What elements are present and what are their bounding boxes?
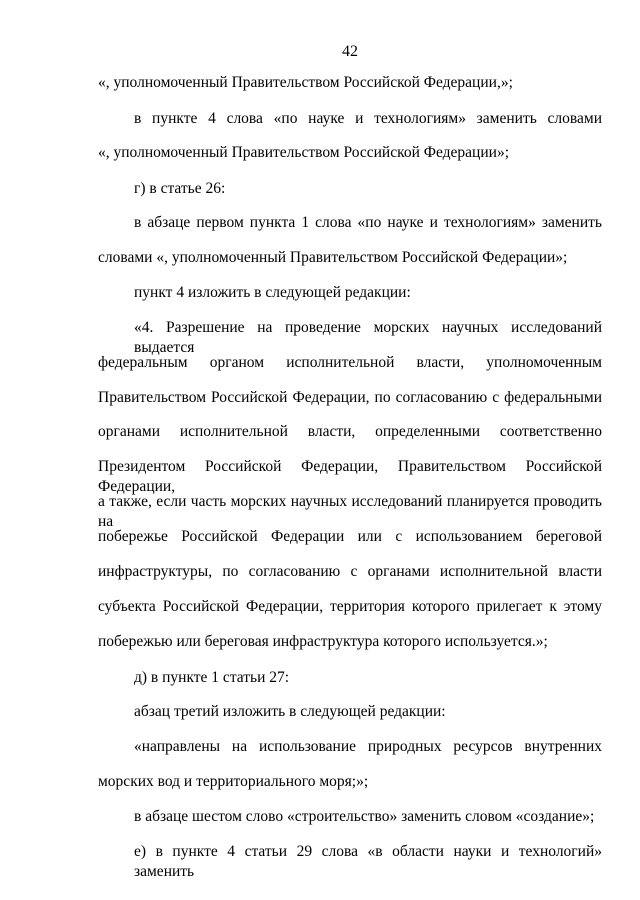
- text-line: органами исполнительной власти, определенными соответственно: [98, 423, 602, 440]
- text-line: «направлены на использование природных ресурсов внутренних: [134, 738, 602, 755]
- text-line: е) в пункте 4 статьи 29 слова «в области науки и технологий» заменить: [134, 843, 602, 880]
- text-line: «4. Разрешение на проведение морских научных исследований выдается: [134, 319, 602, 356]
- text-line: федеральным органом исполнительной власти, уполномоченным: [98, 354, 602, 371]
- text-line: побережье Российской Федерации или с использованием береговой: [98, 528, 602, 545]
- text-line: «, уполномоченный Правительством Российской Федерации,»;: [98, 74, 513, 91]
- text-line: Правительством Российской Федерации, по согласованию с федеральными: [98, 389, 602, 406]
- text-line: инфраструктуры, по согласованию с органами исполнительной власти: [98, 563, 602, 580]
- text-line: в пункте 4 слова «по науке и технологиям» заменить словами: [134, 110, 602, 127]
- text-line: д) в пункте 1 статьи 27:: [134, 669, 290, 686]
- text-line: Президентом Российской Федерации, Правительством Российской Федерации,: [98, 458, 602, 495]
- text-line: словами «, уполномоченный Правительством Российской Федерации»;: [98, 249, 568, 266]
- text-line: г) в статье 26:: [134, 180, 226, 197]
- text-line: в абзаце первом пункта 1 слова «по науке и технологиям» заменить: [134, 214, 602, 231]
- text-line: субъекта Российской Федерации, территория которого прилегает к этому: [98, 598, 602, 615]
- text-line: а также, если часть морских научных исследований планируется проводить на: [98, 493, 602, 530]
- text-line: морских вод и территориального моря;»;: [98, 773, 369, 790]
- text-line: «, уполномоченный Правительством Российской Федерации»;: [98, 144, 509, 161]
- text-line: пункт 4 изложить в следующей редакции:: [134, 284, 411, 301]
- text-line: абзац третий изложить в следующей редакции:: [134, 703, 446, 720]
- text-line: побережью или береговая инфраструктура которого используется.»;: [98, 633, 548, 650]
- page-number: 42: [342, 43, 358, 60]
- text-line: в абзаце шестом слово «строительство» заменить словом «создание»;: [134, 808, 595, 825]
